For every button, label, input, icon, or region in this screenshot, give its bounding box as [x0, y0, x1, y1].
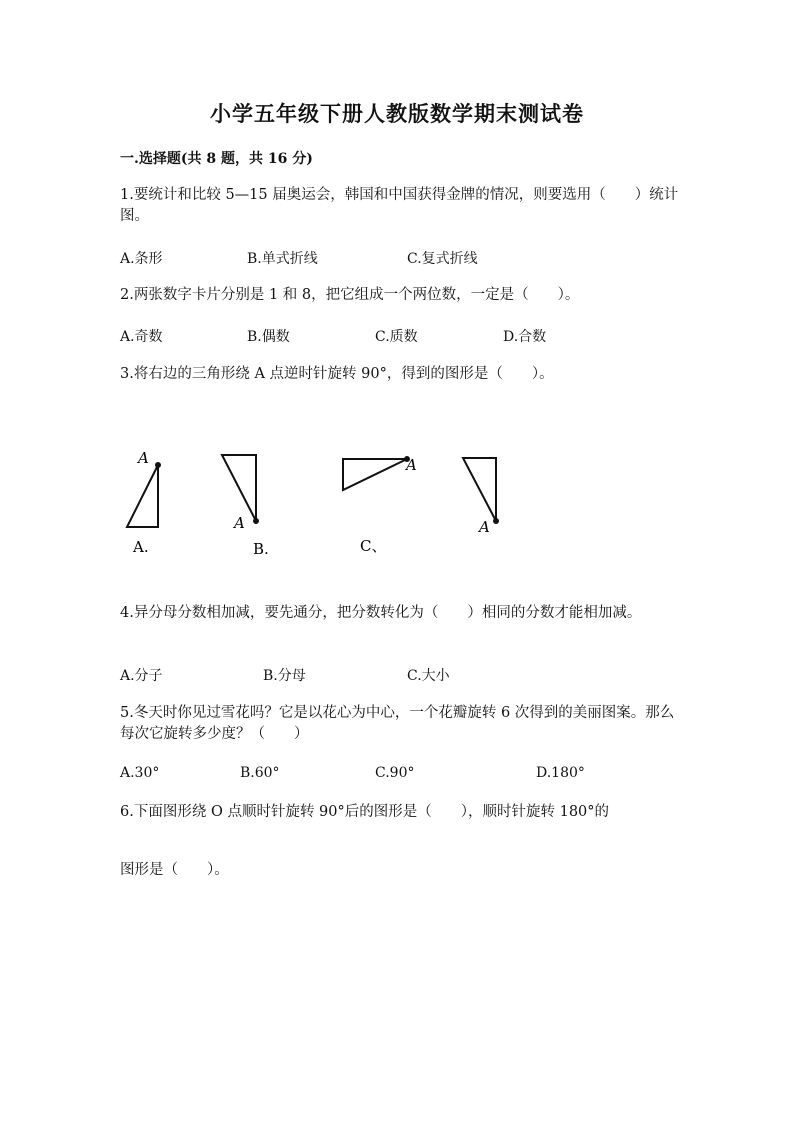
q5-option-d[interactable]: D.180° — [536, 765, 585, 781]
q4-option-a[interactable]: A.分子 — [120, 668, 163, 684]
figure-label-b: B. — [253, 540, 269, 558]
vertex-label-c: A — [406, 456, 417, 474]
section-heading: 一.选择题(共 8 题，共 16 分) — [120, 151, 313, 167]
question-4: 4.异分母分数相加减，要先通分，把分数转化为（ ）相同的分数才能相加减。 — [120, 605, 642, 621]
triangle-option-b — [222, 455, 269, 558]
vertex-label-original: A — [138, 449, 149, 467]
q5-option-b[interactable]: B.60° — [240, 765, 280, 781]
vertex-label-d: A — [479, 518, 490, 536]
triangle-figures — [110, 440, 560, 570]
q2-option-b[interactable]: B.偶数 — [247, 329, 290, 345]
question-3: 3.将右边的三角形绕 A 点逆时针旋转 90°，得到的图形是（ ）。 — [120, 366, 554, 382]
figure-label-c: C、 — [360, 537, 387, 555]
question-6-line-2: 图形是（ ）。 — [120, 862, 229, 878]
q1-option-b[interactable]: B.单式折线 — [247, 251, 318, 267]
question-1: 1.要统计和比较 5—15 届奥运会，韩国和中国获得金牌的情况，则要选用（ ）统计图。 — [120, 187, 679, 224]
question-2: 2.两张数字卡片分别是 1 和 8，把它组成一个两位数，一定是（ ）。 — [120, 287, 580, 303]
vertex-label-b: A — [234, 514, 245, 532]
q4-option-c[interactable]: C.大小 — [407, 668, 450, 684]
triangle-option-c — [343, 456, 417, 555]
question-5: 5.冬天时你见过雪花吗？它是以花心为中心，一个花瓣旋转 6 次得到的美丽图案。那么每次它旋转多少度？（ ） — [120, 705, 675, 742]
figure-label-a: A. — [133, 538, 149, 556]
q5-option-a[interactable]: A.30° — [120, 765, 160, 781]
q1-option-c[interactable]: C.复式折线 — [407, 251, 478, 267]
page-title: 小学五年级下册人教版数学期末测试卷 — [210, 101, 584, 126]
q5-option-c[interactable]: C.90° — [375, 765, 415, 781]
triangle-option-d — [463, 458, 499, 536]
original-triangle — [127, 449, 161, 556]
question-6-line-1: 6.下面图形绕 O 点顺时针旋转 90°后的图形是（ ），顺时针旋转 180°的 — [120, 804, 610, 820]
q2-option-d[interactable]: D.合数 — [503, 329, 547, 345]
q2-option-a[interactable]: A.奇数 — [120, 329, 163, 345]
q1-option-a[interactable]: A.条形 — [120, 251, 163, 267]
q2-option-c[interactable]: C.质数 — [375, 329, 418, 345]
q4-option-b[interactable]: B.分母 — [263, 668, 306, 684]
